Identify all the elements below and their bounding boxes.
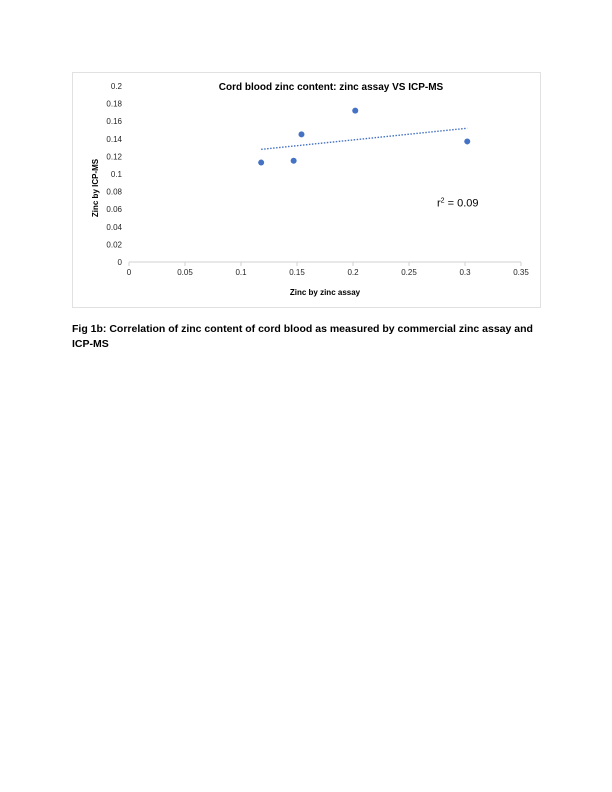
y-tick-label: 0.12 [106,152,122,162]
caption-line-1: Fig 1b: Correlation of zinc content of cord blood as measured by commercial zinc assay and [72,323,533,335]
y-tick-label: 0.08 [106,187,122,197]
y-tick-labels [106,82,122,267]
y-tick-label: 0.16 [106,117,122,127]
r-superscript: 2 [440,197,445,205]
caption-line-2: ICP-MS [72,338,109,350]
trendline-group [261,128,467,149]
r-value: = 0.09 [444,197,479,210]
scatter-chart [73,73,542,309]
y-tick-label: 0.04 [106,222,122,232]
data-points [258,108,470,166]
x-axis-label: Zinc by zinc assay [289,288,361,297]
chart-title: Cord blood zinc content: zinc assay VS ICP-MS [218,82,444,93]
x-tick-label: 0.05 [177,268,193,277]
y-tick-label: 0 [117,258,122,267]
y-tick-label: 0.18 [106,99,122,109]
x-tick-marks [129,262,521,266]
y-tick-label: 0.06 [106,205,122,215]
x-tick-label: 0 [126,268,132,277]
y-tick-label: 0.14 [106,134,122,144]
y-axis-label: Zinc by ICP-MS [91,158,100,218]
r-symbol: r [437,197,441,210]
data-point [298,131,304,137]
x-tick-label: 0.1 [235,268,247,277]
x-tick-label: 0.15 [289,268,305,277]
data-point [291,158,297,164]
x-tick-label: 0.3 [459,268,471,277]
y-tick-label: 0.02 [106,240,122,250]
data-point [258,160,264,166]
x-tick-label: 0.25 [401,268,417,277]
x-tick-label: 0.2 [347,268,359,277]
y-tick-label: 0.1 [110,170,122,179]
data-point [352,108,358,114]
y-tick-label: 0.2 [110,82,122,91]
trendline [261,128,467,149]
figure-caption [72,322,542,352]
chart-container [72,72,541,308]
r-squared-annotation [437,198,479,210]
data-point [464,138,470,144]
x-tick-label: 0.35 [513,268,529,277]
x-tick-labels [127,268,530,277]
